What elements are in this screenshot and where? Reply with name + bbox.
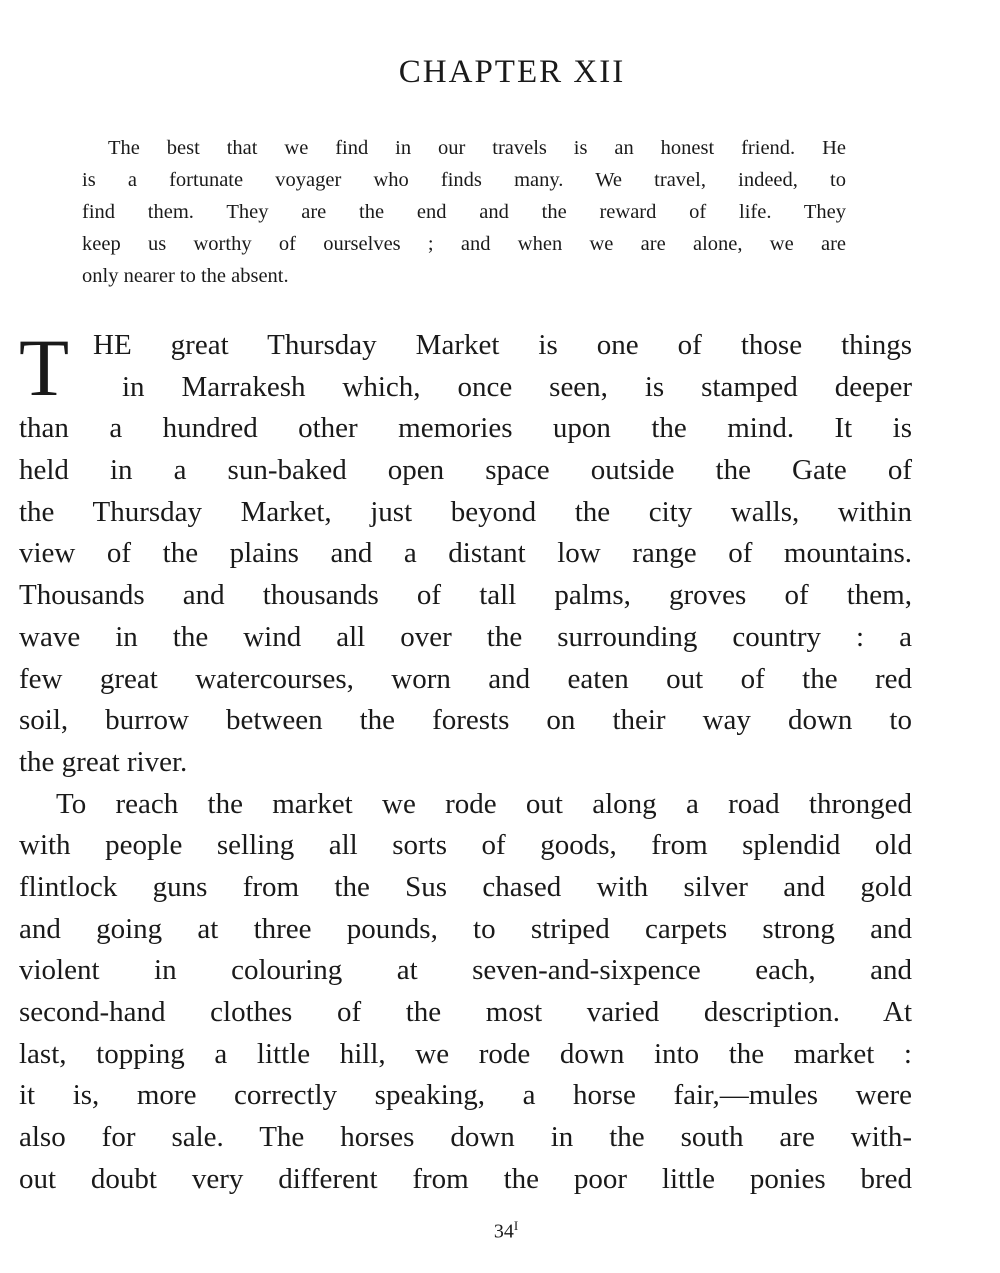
- epigraph-line: The best that we find in our travels is an honest friend. He: [108, 137, 846, 159]
- paragraph-line: it is, more correctly speaking, a horse fair,—mules were: [19, 1079, 912, 1112]
- paragraph-line: view of the plains and a distant low range of mountains.: [19, 537, 912, 570]
- paragraph-line: To reach the market we rode out along a road thronged: [56, 787, 912, 820]
- epigraph-line: is a fortunate voyager who finds many. We travel, indeed, to: [82, 169, 846, 191]
- page-number: [12, 1218, 1000, 1244]
- paragraph-line: the Thursday Market, just beyond the city walls, within: [19, 495, 912, 528]
- paragraph-line: held in a sun-baked open space outside the Gate of: [19, 454, 912, 487]
- drop-cap: T: [19, 322, 70, 413]
- page-number-main: 34: [493, 1220, 514, 1243]
- paragraph-line: out doubt very different from the poor little ponies bred: [19, 1162, 912, 1195]
- first-line-text: HE great Thursday Market is one of those things: [93, 329, 912, 361]
- paragraph-line: few great watercourses, worn and eaten out of the red: [19, 662, 912, 695]
- paragraph-line: in Marrakesh which, once seen, is stamped deeper: [122, 370, 912, 403]
- paragraph-line: Thousands and thousands of tall palms, groves of them,: [19, 579, 912, 612]
- epigraph-line: find them. They are the end and the reward of life. They: [82, 201, 846, 223]
- paragraph-line: second-hand clothes of the most varied description. At: [19, 996, 912, 1028]
- epigraph-line: keep us worthy of ourselves ; and when we are alone, we are: [82, 233, 846, 255]
- paragraph-line: wave in the wind all over the surrounding country : a: [19, 620, 912, 653]
- paragraph-line: than a hundred other memories upon the mind. It is: [19, 412, 912, 445]
- paragraph-line: soil, burrow between the forests on their way down to: [19, 704, 912, 737]
- paragraph-line: last, topping a little hill, we rode down into the market :: [19, 1037, 912, 1070]
- paragraph-line: flintlock guns from the Sus chased with silver and gold: [19, 870, 912, 903]
- paragraph-line: the great river.: [19, 745, 188, 778]
- paragraph-line: with people selling all sorts of goods, from splendid old: [19, 829, 912, 862]
- body-text: [19, 322, 912, 1200]
- paragraph-line: also for sale. The horses down in the south are with-: [19, 1121, 912, 1154]
- paragraph-line: violent in colouring at seven-and-sixpence each, and: [19, 954, 912, 987]
- epigraph: [82, 132, 846, 292]
- page-number-superior: I: [513, 1218, 519, 1233]
- chapter-title: CHAPTER XII: [398, 54, 626, 90]
- epigraph-line: only nearer to the absent.: [82, 265, 289, 287]
- paragraph-line: and going at three pounds, to striped carpets strong and: [19, 912, 912, 945]
